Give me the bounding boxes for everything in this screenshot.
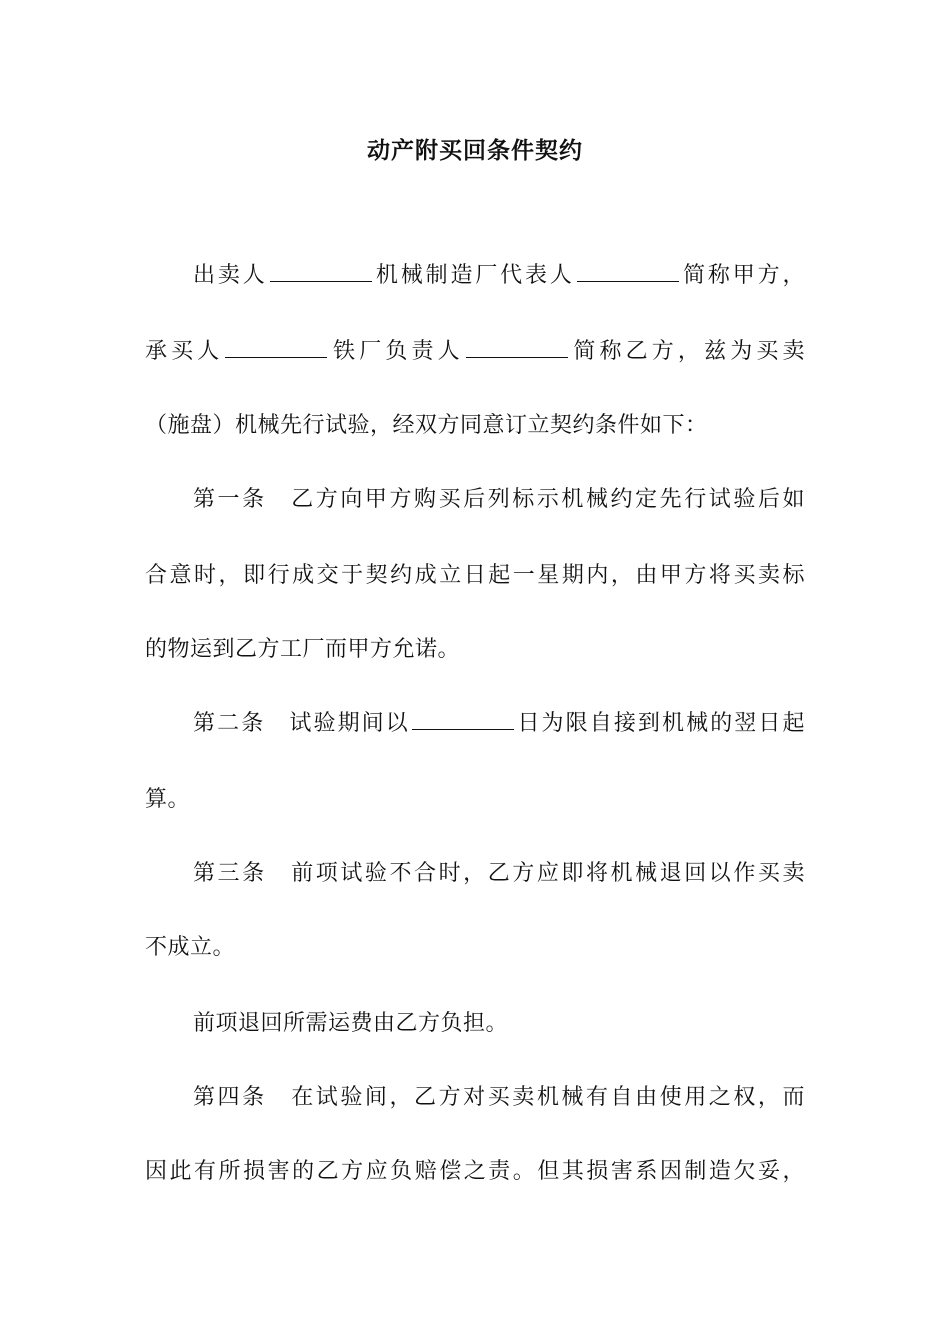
article-4-line-2: 因此有所损害的乙方应负赔偿之责。但其损害系因制造欠妥， bbox=[145, 1159, 805, 1184]
buyer-blank bbox=[225, 337, 327, 358]
party-a-text: 简称甲方， bbox=[680, 263, 805, 288]
article-3-line-3: 前项退回所需运费由乙方负担。 bbox=[193, 1011, 509, 1036]
seller-label: 出卖人 bbox=[193, 263, 268, 288]
responsible-person-blank bbox=[466, 337, 568, 358]
article-2-line-2: 算。 bbox=[145, 787, 191, 812]
paragraph-line-2 bbox=[145, 336, 805, 368]
party-b-text: 简称乙方，兹为买卖 bbox=[569, 339, 805, 364]
seller-blank bbox=[270, 261, 372, 282]
article-3-line-1: 第三条 前项试验不合时，乙方应即将机械退回以作买卖 bbox=[193, 861, 805, 886]
representative-blank bbox=[577, 261, 679, 282]
factory-representative-text: 机械制造厂代表人 bbox=[373, 263, 575, 288]
paragraph-line-1 bbox=[145, 260, 805, 292]
iron-factory-text: 铁厂负责人 bbox=[329, 339, 464, 364]
paragraph-line-3: （施盘）机械先行试验，经双方同意订立契约条件如下： bbox=[145, 413, 708, 438]
article-1-line-3: 的物运到乙方工厂而甲方允诺。 bbox=[145, 637, 461, 662]
article-2-text-b: 日为限自接到机械的翌日起 bbox=[515, 711, 805, 736]
article-2-line-1 bbox=[145, 708, 805, 740]
trial-days-blank bbox=[412, 709, 514, 730]
article-1-line-2: 合意时，即行成交于契约成立日起一星期内，由甲方将买卖标 bbox=[145, 563, 805, 588]
article-4-line-1: 第四条 在试验间，乙方对买卖机械有自由使用之权，而 bbox=[193, 1085, 805, 1110]
article-3-line-2: 不成立。 bbox=[145, 935, 236, 960]
buyer-label: 承买人 bbox=[145, 339, 224, 364]
document-title: 动产附买回条件契约 bbox=[367, 138, 583, 164]
article-2-text-a: 第二条 试验期间以 bbox=[193, 711, 410, 736]
article-1-line-1: 第一条 乙方向甲方购买后列标示机械约定先行试验后如 bbox=[193, 487, 805, 512]
